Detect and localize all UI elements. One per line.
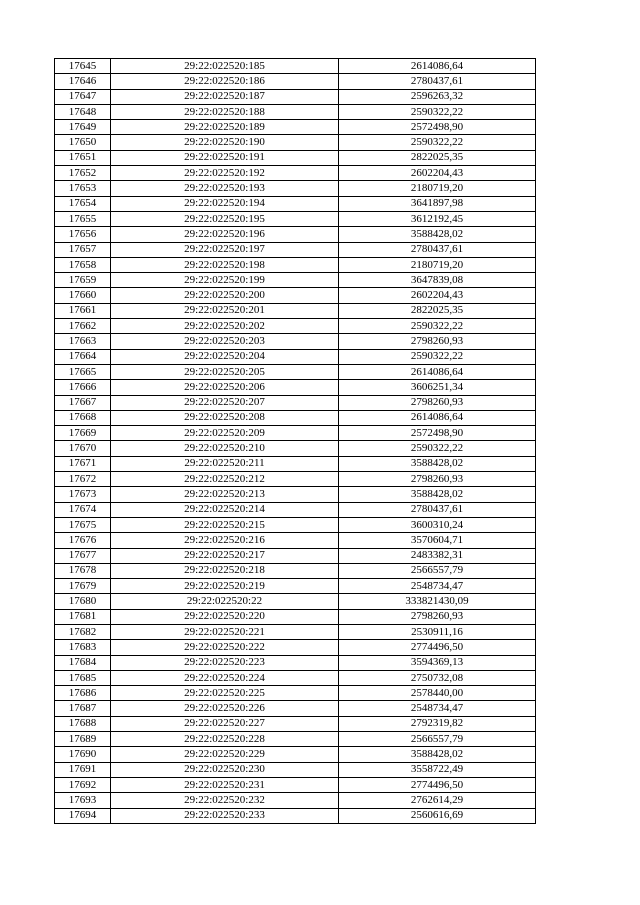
row-number-cell: 17676	[55, 533, 111, 548]
value-cell: 3558722,49	[339, 762, 536, 777]
value-cell: 2602204,43	[339, 288, 536, 303]
table-row	[55, 181, 536, 196]
table-row	[55, 762, 536, 777]
cadastral-number-cell: 29:22:022520:228	[111, 732, 339, 747]
row-number-cell: 17694	[55, 808, 111, 823]
table-row	[55, 441, 536, 456]
row-number-cell: 17664	[55, 349, 111, 364]
table-row	[55, 456, 536, 471]
value-cell: 2566557,79	[339, 732, 536, 747]
row-number-cell: 17689	[55, 732, 111, 747]
table-row	[55, 319, 536, 334]
row-number-cell: 17672	[55, 472, 111, 487]
table-row	[55, 273, 536, 288]
cadastral-number-cell: 29:22:022520:220	[111, 609, 339, 624]
table-row	[55, 166, 536, 181]
table-row	[55, 426, 536, 441]
table-row	[55, 242, 536, 257]
value-cell: 2774496,50	[339, 640, 536, 655]
value-cell: 2798260,93	[339, 609, 536, 624]
row-number-cell: 17647	[55, 89, 111, 104]
row-number-cell: 17687	[55, 701, 111, 716]
cadastral-number-cell: 29:22:022520:210	[111, 441, 339, 456]
value-cell: 2774496,50	[339, 777, 536, 792]
table-row	[55, 364, 536, 379]
value-cell: 2780437,61	[339, 502, 536, 517]
table-row	[55, 89, 536, 104]
cadastral-number-cell: 29:22:022520:195	[111, 211, 339, 226]
table-row	[55, 655, 536, 670]
cadastral-number-cell: 29:22:022520:207	[111, 395, 339, 410]
row-number-cell: 17660	[55, 288, 111, 303]
value-cell: 2590322,22	[339, 441, 536, 456]
cadastral-number-cell: 29:22:022520:223	[111, 655, 339, 670]
row-number-cell: 17663	[55, 334, 111, 349]
cadastral-number-cell: 29:22:022520:209	[111, 426, 339, 441]
value-cell: 3588428,02	[339, 487, 536, 502]
cadastral-number-cell: 29:22:022520:192	[111, 166, 339, 181]
cadastral-number-cell: 29:22:022520:224	[111, 670, 339, 685]
value-cell: 2566557,79	[339, 563, 536, 578]
row-number-cell: 17658	[55, 257, 111, 272]
value-cell: 2590322,22	[339, 104, 536, 119]
table-row	[55, 624, 536, 639]
cadastral-number-cell: 29:22:022520:202	[111, 319, 339, 334]
value-cell: 3606251,34	[339, 380, 536, 395]
value-cell: 2780437,61	[339, 74, 536, 89]
value-cell: 3600310,24	[339, 517, 536, 532]
table-row	[55, 594, 536, 609]
cadastral-number-cell: 29:22:022520:232	[111, 793, 339, 808]
value-cell: 2590322,22	[339, 319, 536, 334]
value-cell: 2602204,43	[339, 166, 536, 181]
cadastral-number-cell: 29:22:022520:218	[111, 563, 339, 578]
value-cell: 3647839,08	[339, 273, 536, 288]
row-number-cell: 17653	[55, 181, 111, 196]
table-row	[55, 211, 536, 226]
value-cell: 2180719,20	[339, 181, 536, 196]
cadastral-number-cell: 29:22:022520:225	[111, 686, 339, 701]
table-row	[55, 227, 536, 242]
cadastral-number-cell: 29:22:022520:230	[111, 762, 339, 777]
cadastral-number-cell: 29:22:022520:226	[111, 701, 339, 716]
value-cell: 2572498,90	[339, 426, 536, 441]
cadastral-number-cell: 29:22:022520:185	[111, 59, 339, 74]
table-row	[55, 793, 536, 808]
row-number-cell: 17649	[55, 120, 111, 135]
table-row	[55, 517, 536, 532]
cadastral-number-cell: 29:22:022520:188	[111, 104, 339, 119]
table-row	[55, 716, 536, 731]
cadastral-number-cell: 29:22:022520:215	[111, 517, 339, 532]
value-cell: 2483382,31	[339, 548, 536, 563]
table-row	[55, 257, 536, 272]
row-number-cell: 17688	[55, 716, 111, 731]
cadastral-number-cell: 29:22:022520:200	[111, 288, 339, 303]
table-body	[55, 59, 536, 824]
value-cell: 2798260,93	[339, 334, 536, 349]
value-cell: 2614086,64	[339, 59, 536, 74]
table-row	[55, 502, 536, 517]
row-number-cell: 17679	[55, 579, 111, 594]
cadastral-number-cell: 29:22:022520:221	[111, 624, 339, 639]
row-number-cell: 17683	[55, 640, 111, 655]
table-row	[55, 334, 536, 349]
value-cell: 2762614,29	[339, 793, 536, 808]
cadastral-number-cell: 29:22:022520:222	[111, 640, 339, 655]
value-cell: 3588428,02	[339, 456, 536, 471]
data-table	[54, 58, 536, 824]
cadastral-number-cell: 29:22:022520:201	[111, 303, 339, 318]
cadastral-number-cell: 29:22:022520:231	[111, 777, 339, 792]
value-cell: 2572498,90	[339, 120, 536, 135]
row-number-cell: 17682	[55, 624, 111, 639]
cadastral-number-cell: 29:22:022520:203	[111, 334, 339, 349]
value-cell: 2798260,93	[339, 472, 536, 487]
value-cell: 3641897,98	[339, 196, 536, 211]
value-cell: 2180719,20	[339, 257, 536, 272]
row-number-cell: 17665	[55, 364, 111, 379]
row-number-cell: 17650	[55, 135, 111, 150]
row-number-cell: 17691	[55, 762, 111, 777]
table-row	[55, 472, 536, 487]
table-row	[55, 808, 536, 823]
cadastral-number-cell: 29:22:022520:198	[111, 257, 339, 272]
cadastral-number-cell: 29:22:022520:22	[111, 594, 339, 609]
cadastral-number-cell: 29:22:022520:190	[111, 135, 339, 150]
value-cell: 2596263,32	[339, 89, 536, 104]
value-cell: 2792319,82	[339, 716, 536, 731]
cadastral-number-cell: 29:22:022520:189	[111, 120, 339, 135]
cadastral-number-cell: 29:22:022520:227	[111, 716, 339, 731]
cadastral-number-cell: 29:22:022520:217	[111, 548, 339, 563]
row-number-cell: 17651	[55, 150, 111, 165]
table-row	[55, 747, 536, 762]
row-number-cell: 17674	[55, 502, 111, 517]
cadastral-number-cell: 29:22:022520:208	[111, 410, 339, 425]
cadastral-number-cell: 29:22:022520:212	[111, 472, 339, 487]
value-cell: 2750732,08	[339, 670, 536, 685]
value-cell: 2614086,64	[339, 364, 536, 379]
row-number-cell: 17662	[55, 319, 111, 334]
row-number-cell: 17652	[55, 166, 111, 181]
table-row	[55, 563, 536, 578]
row-number-cell: 17655	[55, 211, 111, 226]
cadastral-number-cell: 29:22:022520:196	[111, 227, 339, 242]
value-cell: 2614086,64	[339, 410, 536, 425]
table-row	[55, 686, 536, 701]
table-row	[55, 640, 536, 655]
table-row	[55, 777, 536, 792]
cadastral-number-cell: 29:22:022520:205	[111, 364, 339, 379]
row-number-cell: 17677	[55, 548, 111, 563]
row-number-cell: 17659	[55, 273, 111, 288]
row-number-cell: 17657	[55, 242, 111, 257]
row-number-cell: 17671	[55, 456, 111, 471]
cadastral-number-cell: 29:22:022520:214	[111, 502, 339, 517]
table-row	[55, 380, 536, 395]
cadastral-number-cell: 29:22:022520:216	[111, 533, 339, 548]
row-number-cell: 17681	[55, 609, 111, 624]
value-cell: 3588428,02	[339, 227, 536, 242]
row-number-cell: 17686	[55, 686, 111, 701]
table-row	[55, 395, 536, 410]
row-number-cell: 17667	[55, 395, 111, 410]
cadastral-number-cell: 29:22:022520:193	[111, 181, 339, 196]
table-row	[55, 288, 536, 303]
value-cell: 3570604,71	[339, 533, 536, 548]
value-cell: 2590322,22	[339, 135, 536, 150]
value-cell: 3588428,02	[339, 747, 536, 762]
value-cell: 2780437,61	[339, 242, 536, 257]
cadastral-number-cell: 29:22:022520:199	[111, 273, 339, 288]
table-row	[55, 732, 536, 747]
table-row	[55, 120, 536, 135]
table-row	[55, 104, 536, 119]
row-number-cell: 17678	[55, 563, 111, 578]
row-number-cell: 17654	[55, 196, 111, 211]
cadastral-number-cell: 29:22:022520:219	[111, 579, 339, 594]
cadastral-number-cell: 29:22:022520:233	[111, 808, 339, 823]
row-number-cell: 17673	[55, 487, 111, 502]
row-number-cell: 17648	[55, 104, 111, 119]
cadastral-number-cell: 29:22:022520:229	[111, 747, 339, 762]
value-cell: 2560616,69	[339, 808, 536, 823]
row-number-cell: 17656	[55, 227, 111, 242]
row-number-cell: 17646	[55, 74, 111, 89]
row-number-cell: 17685	[55, 670, 111, 685]
row-number-cell: 17645	[55, 59, 111, 74]
row-number-cell: 17668	[55, 410, 111, 425]
table-row	[55, 609, 536, 624]
value-cell: 3594369,13	[339, 655, 536, 670]
cadastral-number-cell: 29:22:022520:191	[111, 150, 339, 165]
value-cell: 2590322,22	[339, 349, 536, 364]
value-cell: 2822025,35	[339, 303, 536, 318]
row-number-cell: 17675	[55, 517, 111, 532]
value-cell: 2798260,93	[339, 395, 536, 410]
cadastral-number-cell: 29:22:022520:197	[111, 242, 339, 257]
table-row	[55, 196, 536, 211]
table-row	[55, 670, 536, 685]
table-row	[55, 349, 536, 364]
value-cell: 333821430,09	[339, 594, 536, 609]
value-cell: 2548734,47	[339, 579, 536, 594]
table-row	[55, 150, 536, 165]
row-number-cell: 17693	[55, 793, 111, 808]
row-number-cell: 17692	[55, 777, 111, 792]
table-row	[55, 74, 536, 89]
table-row	[55, 579, 536, 594]
cadastral-number-cell: 29:22:022520:186	[111, 74, 339, 89]
row-number-cell: 17690	[55, 747, 111, 762]
value-cell: 2578440,00	[339, 686, 536, 701]
table-row	[55, 135, 536, 150]
value-cell: 2822025,35	[339, 150, 536, 165]
value-cell: 2548734,47	[339, 701, 536, 716]
value-cell: 2530911,16	[339, 624, 536, 639]
cadastral-number-cell: 29:22:022520:206	[111, 380, 339, 395]
table-row	[55, 701, 536, 716]
row-number-cell: 17680	[55, 594, 111, 609]
table-row	[55, 548, 536, 563]
table-row	[55, 487, 536, 502]
value-cell: 3612192,45	[339, 211, 536, 226]
table-row	[55, 533, 536, 548]
row-number-cell: 17684	[55, 655, 111, 670]
cadastral-number-cell: 29:22:022520:187	[111, 89, 339, 104]
table-row	[55, 59, 536, 74]
cadastral-number-cell: 29:22:022520:211	[111, 456, 339, 471]
row-number-cell: 17670	[55, 441, 111, 456]
cadastral-number-cell: 29:22:022520:204	[111, 349, 339, 364]
table-row	[55, 303, 536, 318]
row-number-cell: 17666	[55, 380, 111, 395]
row-number-cell: 17661	[55, 303, 111, 318]
row-number-cell: 17669	[55, 426, 111, 441]
table-row	[55, 410, 536, 425]
cadastral-number-cell: 29:22:022520:194	[111, 196, 339, 211]
cadastral-number-cell: 29:22:022520:213	[111, 487, 339, 502]
